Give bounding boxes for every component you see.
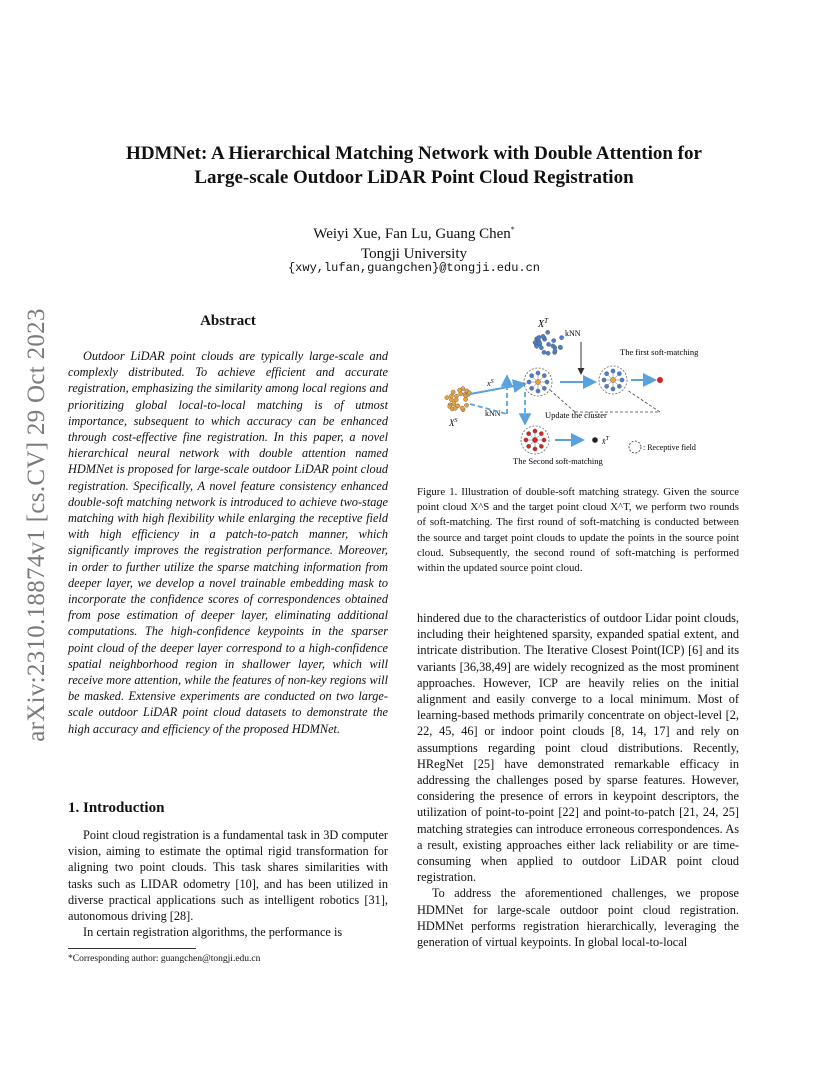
label-knn-top: kNN bbox=[565, 329, 581, 338]
title-line-2: Large-scale Outdoor LiDAR Point Cloud Registration bbox=[194, 167, 634, 188]
abstract-text: Outdoor LiDAR point clouds are typically large-scale and complexly distributed. To achieve efficient and accurate registration, emphasizing the similarity among local regions and prioritizing global local-to-local matching is of utmost importance, subsequent to which accuracy can be enhanced through cost-effective fine registration. In this paper, a novel hierarchical neural network with double attention named HDMNet is proposed for large-scale outdoor LiDAR point cloud registration. Specifically, A novel feature consistency enhanced double-soft matching network is introduced to achieve two-stage matching with high flexibility while enlarging the receptive field with high efficiency in a patch-to-patch manner, which significantly improves the registration performance. Moreover, in order to further utilize the sparse matching information from deeper layer, we develop a novel trainable embedding mask to incorporate the confidence scores of correspondences obtained from pose estimation of deeper layer, eliminating additional computations. The high-confidence keypoints in the sparser point cloud of the deeper layer correspond to a high-confidence spatial neighborhood region in shallower layer, which will receive more attention, while the features of non-key regions will be masked. Extensive experiments are conducted on two large-scale outdoor LiDAR point cloud datasets to demonstrate the high accuracy and efficiency of the proposed HDMNet. bbox=[68, 349, 388, 736]
affiliation: Tongji University bbox=[360, 246, 468, 262]
author-email: {xwy,lufan,guangchen}@tongji.edu.cn bbox=[287, 261, 541, 275]
arxiv-id: arXiv:2310.18874v1 [cs.CV] 29 Oct 2023 bbox=[23, 308, 50, 742]
label-xt: $X^T$ bbox=[538, 317, 549, 330]
label-first-soft-matching: The first soft-matching bbox=[620, 347, 699, 357]
paper-title bbox=[60, 142, 768, 190]
label-update-cluster: Update the cluster bbox=[545, 410, 607, 420]
author-block bbox=[0, 220, 828, 264]
cluster-center bbox=[524, 368, 552, 396]
arxiv-stamp bbox=[22, 290, 52, 760]
title-line-1: HDMNet: A Hierarchical Matching Network with Double Attention for bbox=[126, 143, 702, 164]
figure-1-caption: Figure 1. Illustration of double-soft matching strategy. Given the source point cloud X^S and the target point cloud X^T, we perform two rounds of soft-matching. The first round of soft-matching is conducted between the source and target point clouds to update the points in the source point cloud. Subsequently, the second round of soft-matching is performed within the updated source point cloud. bbox=[417, 486, 739, 575]
label-xhat: x̂$^T$ bbox=[602, 436, 609, 446]
intro-paragraph-1: Point cloud registration is a fundamental task in 3D computer vision, aiming to estimate the optimal rigid transformation for aligning two point clouds. This task shares similarities with tasks such as LIDAR odometry [10], and has been utilized in diverse practical applications such as intelligent robotics [31], autonomous driving [28]. bbox=[68, 828, 388, 924]
right-paragraph-1: hindered due to the characteristics of outdoor Lidar point clouds, including their heightened sparsity, expanded spatial extent, and intricate distribution. The Iterative Closest Point(ICP) [6] and its variants [36,38,49] are widely recognized as the most prominent approaches. However, ICP are heavily relies on the initial alignment and easily converge to a local minimum. Most of learning-based methods primarily concentrate on object-level [2, 22, 45, 46] or indoor point clouds [8, 14, 17] and rely on assumptions regarding point cloud distributions. Recently, HRegNet [25] have demonstrated remarkable efficacy in addressing the challenges posed by sparse features. However, considering the presence of errors in keypoint descriptors, the utilization of point-to-point [22] and point-to-patch [21, 24, 25] matching strategies can introduce erroneous correspondences. As a result, existing approaches either lack reliability or are time-consuming when applied to outdoor LiDAR point cloud registration. bbox=[417, 611, 739, 885]
target-cloud bbox=[533, 330, 564, 355]
intro-body bbox=[68, 827, 388, 940]
footnote-rule bbox=[68, 948, 196, 949]
footnote: *Corresponding author: guangchen@tongji.edu.cn bbox=[68, 954, 261, 964]
author-mark: * bbox=[510, 225, 515, 234]
figure-1-diagram bbox=[415, 314, 740, 472]
author-names: Weiyi Xue, Fan Lu, Guang Chen bbox=[313, 226, 511, 242]
label-receptive-field: : Receptive field bbox=[643, 443, 696, 452]
label-xs-small: $x^S$ bbox=[487, 379, 494, 388]
cluster-second bbox=[521, 426, 549, 454]
label-xs: $X^S$ bbox=[449, 418, 458, 428]
cluster-updated bbox=[599, 366, 627, 394]
label-knn-left: kNN bbox=[485, 409, 501, 418]
source-cloud bbox=[445, 387, 472, 412]
intro-heading: 1. Introduction bbox=[68, 800, 165, 816]
label-second-soft-matching: The Second soft-matching bbox=[513, 456, 603, 466]
abstract-heading: Abstract bbox=[200, 313, 256, 329]
right-paragraph-2: To address the aforementioned challenges, we propose HDMNet for large-scale outdoor point cloud registration. HDMNet performs registration hierarchically, leveraging the generation of virtual keypoints. In global local-to-local bbox=[417, 886, 739, 950]
right-column-body bbox=[417, 610, 739, 950]
intro-paragraph-2: In certain registration algorithms, the performance is bbox=[83, 925, 343, 940]
